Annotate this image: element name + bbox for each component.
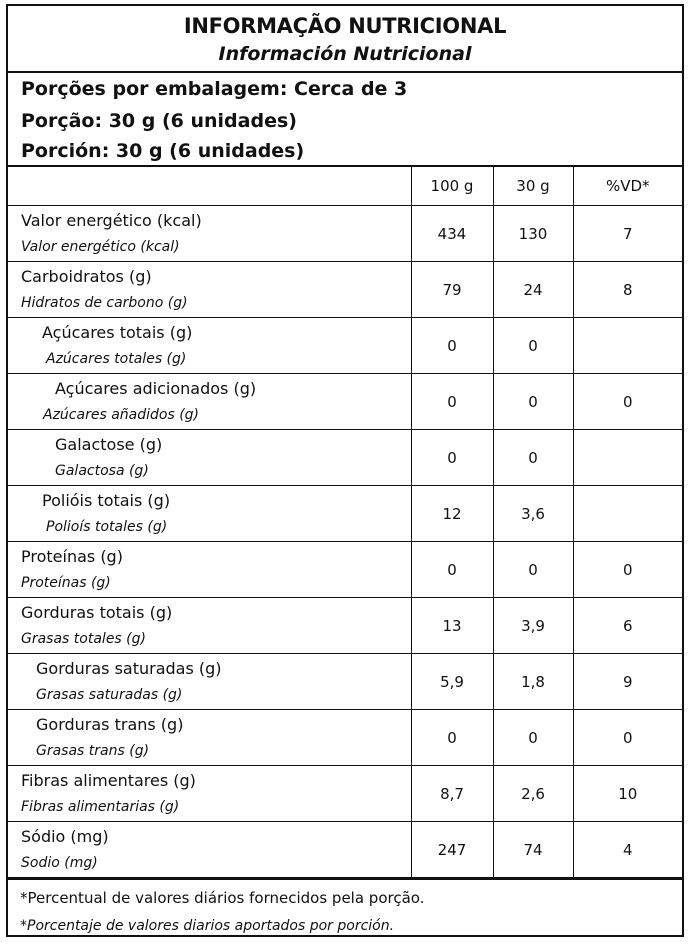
header-daily-value: %VD* <box>573 166 682 206</box>
nutrient-name-pt: Galactose (g) <box>55 435 163 454</box>
nutrient-name-pt: Polióis totais (g) <box>42 491 171 510</box>
nutrient-name <box>8 318 411 374</box>
nutrient-name <box>8 206 411 262</box>
value-100g: 79 <box>411 262 493 318</box>
nutrient-name <box>8 486 411 542</box>
header-per-100g: 100 g <box>411 166 493 206</box>
value-30g: 0 <box>493 374 573 430</box>
table-row <box>8 766 682 822</box>
value-30g: 2,6 <box>493 766 573 822</box>
nutrient-name-es: Valor energético (kcal) <box>21 239 180 255</box>
value-vd: 7 <box>573 206 682 262</box>
table-row <box>8 486 682 542</box>
nutrient-name-pt: Gorduras totais (g) <box>21 603 173 622</box>
nutrient-name-pt: Proteínas (g) <box>21 547 123 566</box>
footnotes <box>8 878 682 940</box>
table-row <box>8 822 682 878</box>
value-vd <box>573 318 682 374</box>
value-vd: 0 <box>573 374 682 430</box>
nutrient-name-pt: Gorduras saturadas (g) <box>36 659 222 678</box>
table-row <box>8 542 682 598</box>
nutrient-name-es: Grasas saturadas (g) <box>36 687 183 703</box>
value-30g: 1,8 <box>493 654 573 710</box>
portions-per-package: Porções por embalagem: Cerca de 3 <box>21 78 408 100</box>
nutrient-name <box>8 262 411 318</box>
table-row <box>8 262 682 318</box>
value-100g: 13 <box>411 598 493 654</box>
footnote-pt: *Percentual de valores diários fornecidos pela porção. <box>20 889 425 907</box>
nutrient-name <box>8 822 411 878</box>
table-row <box>8 710 682 766</box>
nutrient-name-es: Galactosa (g) <box>55 463 149 479</box>
nutrient-name <box>8 430 411 486</box>
value-100g: 0 <box>411 318 493 374</box>
nutrient-name-es: Hidratos de carbono (g) <box>21 295 188 311</box>
value-vd <box>573 430 682 486</box>
value-100g: 0 <box>411 710 493 766</box>
value-30g: 130 <box>493 206 573 262</box>
nutrient-name <box>8 542 411 598</box>
nutrient-name-es: Grasas trans (g) <box>36 743 150 759</box>
nutrient-name-es: Azúcares añadidos (g) <box>43 407 200 423</box>
nutrient-name <box>8 710 411 766</box>
nutrient-name-pt: Gorduras trans (g) <box>36 715 184 734</box>
nutrition-facts-label <box>6 4 684 937</box>
table-header-row <box>8 166 682 206</box>
value-100g: 0 <box>411 430 493 486</box>
value-30g: 3,6 <box>493 486 573 542</box>
nutrient-name-es: Polioís totales (g) <box>46 519 168 535</box>
header-blank <box>8 166 411 206</box>
value-100g: 8,7 <box>411 766 493 822</box>
nutrient-name <box>8 598 411 654</box>
header-per-30g: 30 g <box>493 166 573 206</box>
nutrient-name <box>8 766 411 822</box>
label-title-es: Información Nutricional <box>218 43 472 65</box>
nutrient-name-es: Azúcares totales (g) <box>46 351 187 367</box>
portion-info <box>8 73 682 165</box>
value-30g: 0 <box>493 318 573 374</box>
portion-size-pt: Porção: 30 g (6 unidades) <box>21 110 297 132</box>
footnote-es: *Porcentaje de valores diarios aportados por porción. <box>20 918 395 934</box>
nutrient-name-pt: Açúcares adicionados (g) <box>55 379 257 398</box>
value-vd <box>573 486 682 542</box>
value-100g: 247 <box>411 822 493 878</box>
nutrient-name-pt: Sódio (mg) <box>21 827 109 846</box>
nutrient-name <box>8 374 411 430</box>
value-vd: 0 <box>573 542 682 598</box>
value-100g: 12 <box>411 486 493 542</box>
nutrient-name-pt: Açúcares totais (g) <box>42 323 193 342</box>
portion-size-es: Porción: 30 g (6 unidades) <box>21 140 305 162</box>
value-vd: 4 <box>573 822 682 878</box>
nutrient-name-es: Grasas totales (g) <box>21 631 146 647</box>
value-30g: 0 <box>493 542 573 598</box>
nutrient-name-es: Fibras alimentarias (g) <box>21 799 180 815</box>
value-30g: 24 <box>493 262 573 318</box>
nutrient-name-pt: Fibras alimentares (g) <box>21 771 196 790</box>
nutrition-table <box>8 165 682 878</box>
nutrient-name <box>8 654 411 710</box>
value-vd: 10 <box>573 766 682 822</box>
nutrient-name-es: Sodio (mg) <box>21 855 98 871</box>
table-row <box>8 206 682 262</box>
nutrient-name-es: Proteínas (g) <box>21 575 111 591</box>
nutrient-name-pt: Carboidratos (g) <box>21 267 152 286</box>
table-row <box>8 598 682 654</box>
value-vd: 8 <box>573 262 682 318</box>
value-100g: 0 <box>411 374 493 430</box>
value-100g: 0 <box>411 542 493 598</box>
table-row <box>8 430 682 486</box>
value-vd: 6 <box>573 598 682 654</box>
table-row <box>8 374 682 430</box>
nutrient-name-pt: Valor energético (kcal) <box>21 211 202 230</box>
value-100g: 434 <box>411 206 493 262</box>
value-30g: 74 <box>493 822 573 878</box>
value-vd: 9 <box>573 654 682 710</box>
value-30g: 0 <box>493 710 573 766</box>
value-30g: 0 <box>493 430 573 486</box>
value-vd: 0 <box>573 710 682 766</box>
value-100g: 5,9 <box>411 654 493 710</box>
table-row <box>8 654 682 710</box>
value-30g: 3,9 <box>493 598 573 654</box>
table-row <box>8 318 682 374</box>
label-title-pt: INFORMAÇÃO NUTRICIONAL <box>183 14 507 38</box>
